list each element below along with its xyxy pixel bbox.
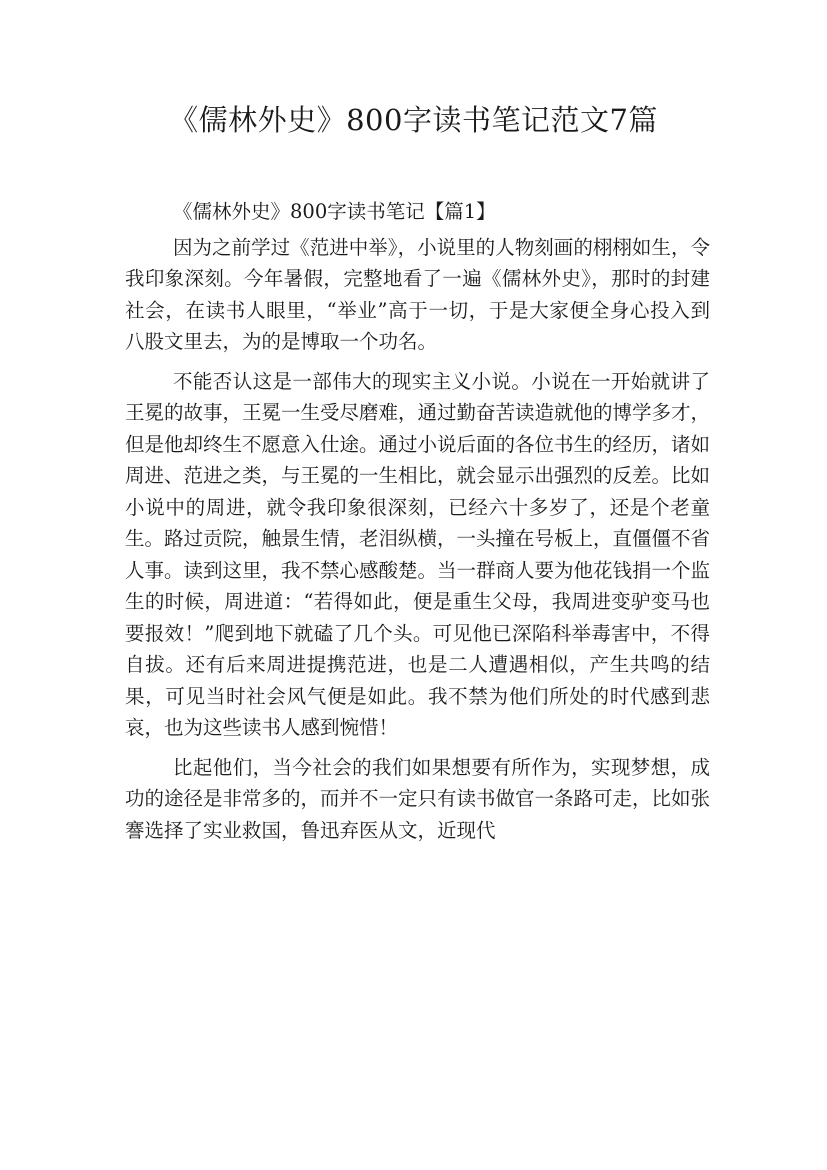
section-heading: 《儒林外史》800字读书笔记【篇1】 [173,200,496,223]
paragraph-1: 因为之前学过《范进中举》，小说里的人物刻画的栩栩如生，令我印象深刻。今年暑假，完整地看了一遍《儒林外史》，那时的封建社会，在读书人眼里，“举业”高于一切，于是大家便全身心投入到八股文里去，为的是博取一个功名。 [125,235,710,353]
paragraph-3: 比起他们，当今社会的我们如果想要有所作为，实现梦想，成功的途径是非常多的，而并不一定只有读书做官一条路可走，比如张謇选择了实业救国，鲁迅弃医从文，近现代 [125,755,711,842]
document-body [125,196,710,846]
document-title: 《儒林外史》800字读书笔记范文7篇 [169,103,658,137]
paragraph-2: 不能否认这是一部伟大的现实主义小说。小说在一开始就讲了王冕的故事，王冕一生受尽磨难，通过勤奋苦读造就他的博学多才，但是他却终生不愿意入仕途。通过小说后面的各位书生的经历，诸如周进、范进之类，与王冕的一生相比，就会显示出强烈的反差。比如小说中的周进，就令我印象很深刻，已经六十多岁了，还是个老童生。路过贡院，触景生情，老泪纵横，一头撞在号板上，直僵僵不省人事。读到这里，我不禁心感酸楚。当一群商人要为他花钱捐一个监生的时候，周进道：“若得如此，便是重生父母，我周进变驴变马也要报效！”爬到地下就磕了几个头。可见他已深陷科举毒害中，不得自拔。还有后来周进提携范进，也是二人遭遇相似，产生共鸣的结果，可见当时社会风气便是如此。我不禁为他们所处的时代感到悲哀，也为这些读书人感到惋惜！ [125,369,711,739]
